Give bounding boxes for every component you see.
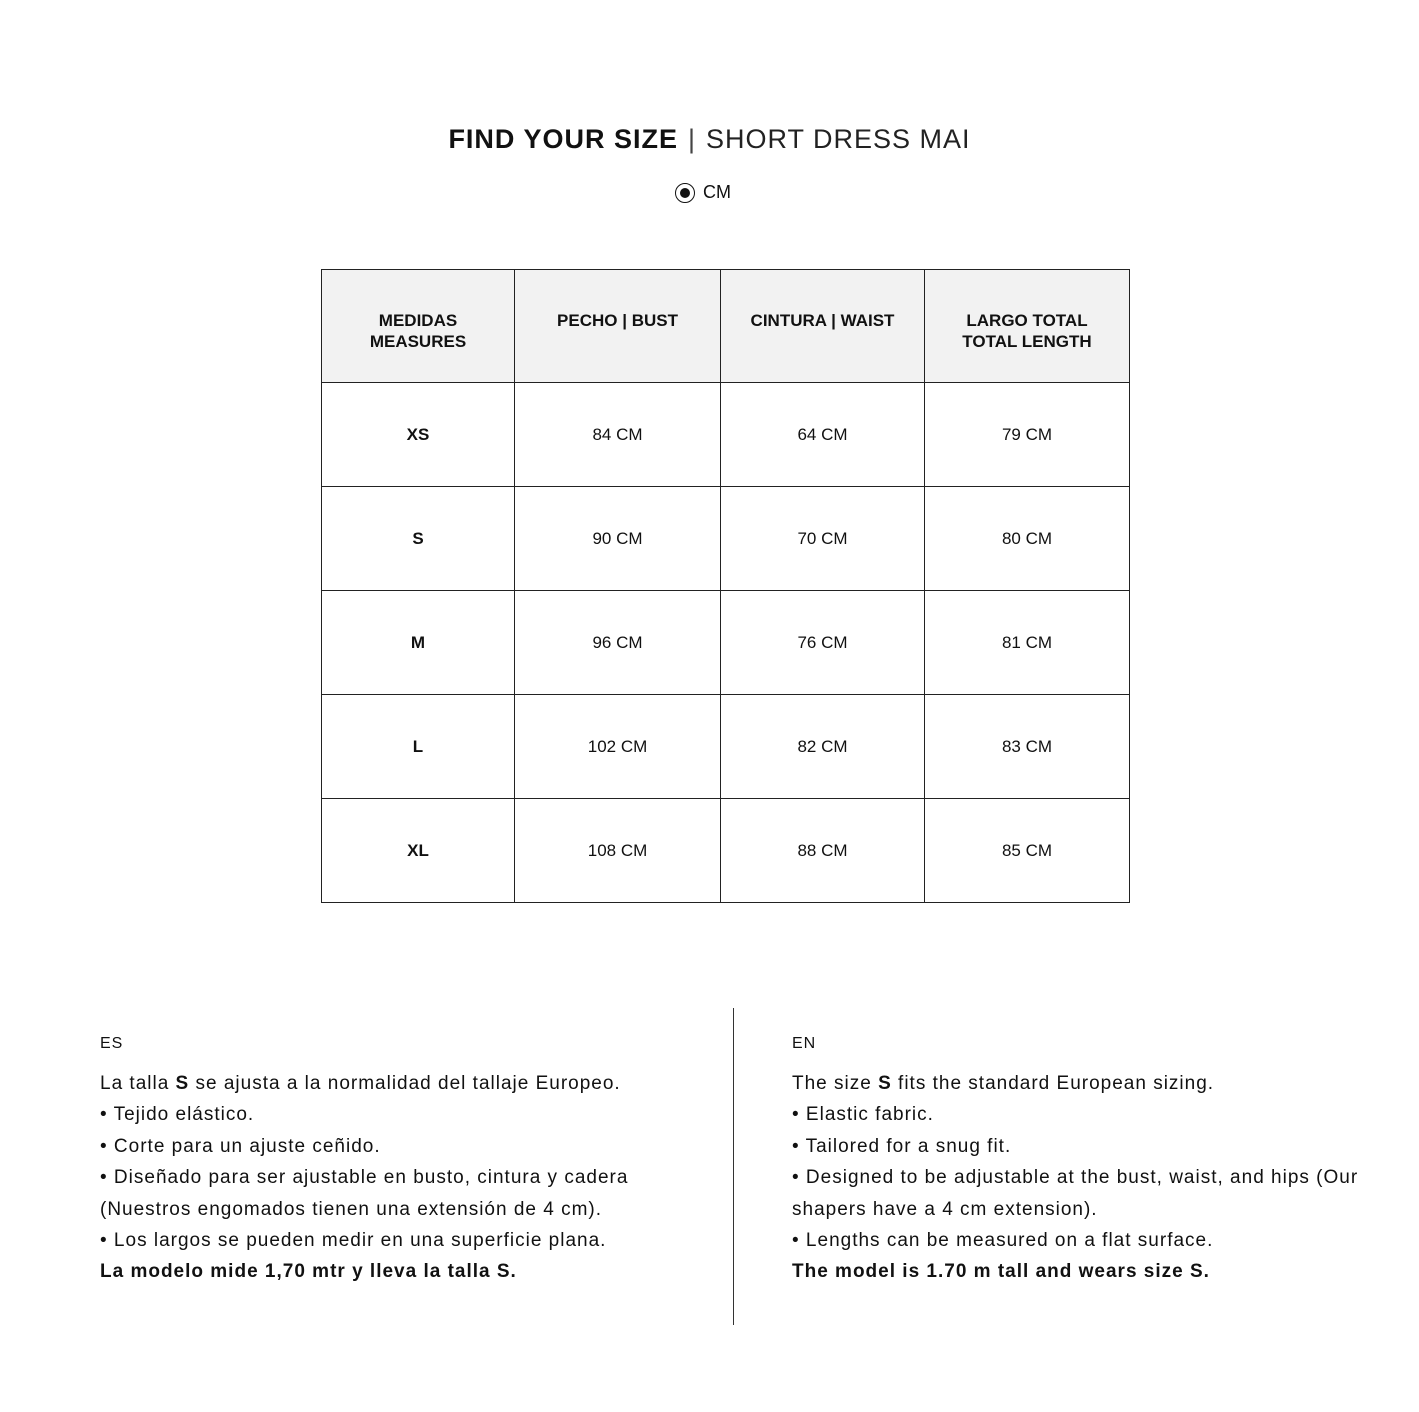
bullet-en: • Lengths can be measured on a flat surface. [792, 1230, 1214, 1252]
bust-cell: 90 CM [515, 487, 721, 591]
length-cell: 80 CM [925, 487, 1130, 591]
header-measures: MEDIDAS MEASURES [322, 270, 515, 383]
bullet-en: • Tailored for a snug fit. [792, 1135, 1012, 1157]
length-cell: 85 CM [925, 799, 1130, 903]
lang-label-en: EN [792, 1035, 817, 1052]
notes-en [792, 1034, 1402, 1288]
unit-radio-cm[interactable] [675, 182, 731, 203]
page-title [0, 124, 1419, 155]
bullet-en: • Elastic fabric. [792, 1104, 934, 1126]
table-row [322, 591, 1130, 695]
length-cell: 81 CM [925, 591, 1130, 695]
bust-cell: 96 CM [515, 591, 721, 695]
bullet-es: • Diseñado para ser ajustable en busto, cintura y cadera (Nuestros engomados tienen una extensión de 4 cm). [100, 1167, 629, 1220]
intro-en: The size S fits the standard European sizing. [792, 1073, 1215, 1094]
size-cell: XL [322, 799, 515, 903]
column-divider [733, 1008, 734, 1325]
bullet-es: • Corte para un ajuste ceñido. [100, 1135, 381, 1157]
waist-cell: 64 CM [721, 383, 925, 487]
table-header-row [322, 270, 1130, 383]
intro-es: La talla S se ajusta a la normalidad del tallaje Europeo. [100, 1073, 621, 1094]
radio-selected-icon[interactable] [675, 183, 695, 203]
size-cell: S [322, 487, 515, 591]
unit-label: CM [703, 182, 731, 202]
notes-es [100, 1034, 715, 1288]
title-separator: | [687, 124, 696, 154]
bust-cell: 84 CM [515, 383, 721, 487]
bullet-en: • Designed to be adjustable at the bust, waist, and hips (Our shapers have a 4 cm extension). [792, 1167, 1359, 1220]
length-cell: 79 CM [925, 383, 1130, 487]
header-bust: PECHO | BUST [515, 270, 721, 383]
waist-cell: 70 CM [721, 487, 925, 591]
model-note-en: The model is 1.70 m tall and wears size S. [792, 1261, 1210, 1283]
lang-label-es: ES [100, 1035, 124, 1052]
product-name: SHORT DRESS MAI [705, 124, 971, 154]
waist-cell: 76 CM [721, 591, 925, 695]
table-row [322, 695, 1130, 799]
size-cell: L [322, 695, 515, 799]
length-cell: 83 CM [925, 695, 1130, 799]
bullet-es: • Tejido elástico. [100, 1104, 255, 1126]
size-table [321, 269, 1130, 903]
waist-cell: 82 CM [721, 695, 925, 799]
bullet-es: • Los largos se pueden medir en una superficie plana. [100, 1230, 607, 1252]
header-length: LARGO TOTAL TOTAL LENGTH [925, 270, 1130, 383]
size-cell: XS [322, 383, 515, 487]
bust-cell: 102 CM [515, 695, 721, 799]
table-row [322, 487, 1130, 591]
title-main: FIND YOUR SIZE [448, 124, 678, 154]
waist-cell: 88 CM [721, 799, 925, 903]
table-row [322, 799, 1130, 903]
size-cell: M [322, 591, 515, 695]
bust-cell: 108 CM [515, 799, 721, 903]
table-row [322, 383, 1130, 487]
header-waist: CINTURA | WAIST [721, 270, 925, 383]
model-note-es: La modelo mide 1,70 mtr y lleva la talla S. [100, 1261, 517, 1283]
